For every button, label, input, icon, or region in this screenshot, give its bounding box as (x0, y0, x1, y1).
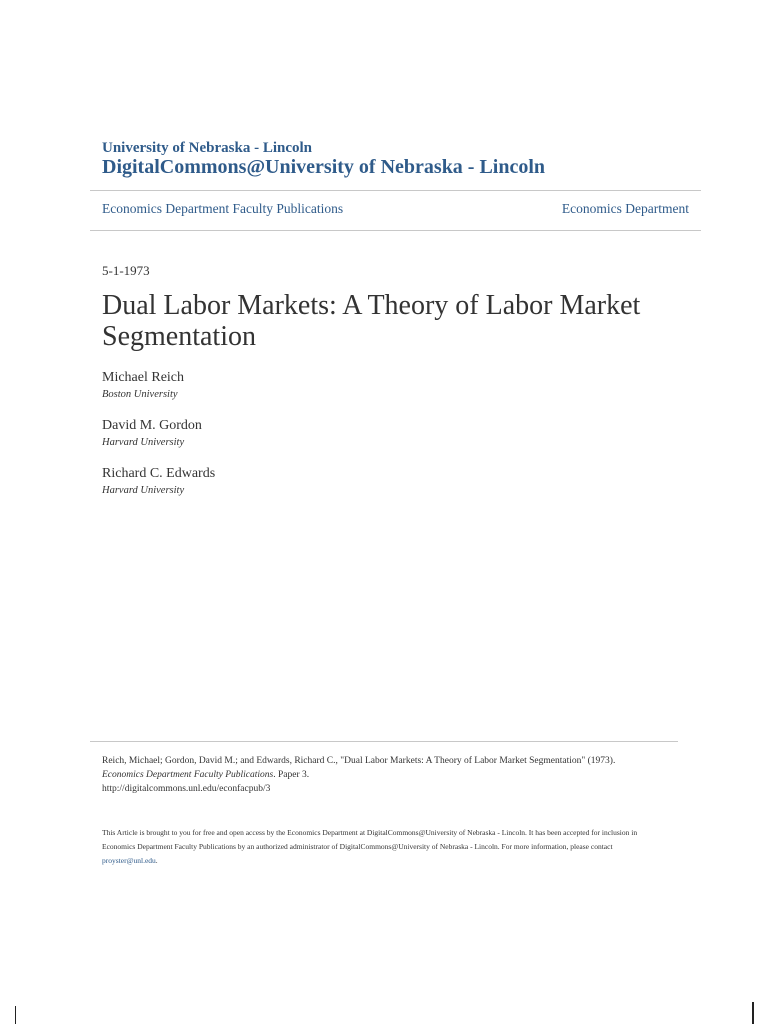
citation-series-line (102, 768, 692, 782)
citation-paper: . Paper 3. (273, 770, 310, 780)
citation-url[interactable]: http://digitalcommons.unl.edu/econfacpub/3 (102, 784, 271, 794)
citation-series: Economics Department Faculty Publications (102, 770, 274, 780)
crop-mark-right (752, 1002, 754, 1024)
contact-email-link[interactable]: proyster@unl.edu (102, 856, 156, 865)
citation-divider (90, 741, 678, 742)
author-name[interactable]: Michael Reich (102, 370, 185, 385)
author-name[interactable]: David M. Gordon (102, 418, 202, 433)
header-divider-bottom (90, 230, 701, 231)
department-link[interactable]: Economics Department (561, 201, 689, 216)
header-divider-top (90, 190, 701, 191)
author-name[interactable]: Richard C. Edwards (102, 466, 216, 481)
access-notice (102, 826, 662, 868)
citation-text: Reich, Michael; Gordon, David M.; and Edwards, Richard C., "Dual Labor Markets: A Theory of Labor Market Segmentation" (1973). (102, 756, 616, 766)
institution-name[interactable]: University of Nebraska - Lincoln (102, 140, 312, 156)
crop-mark-left (15, 1006, 16, 1024)
publication-date: 5-1-1973 (102, 263, 150, 278)
notice-end: . (155, 856, 158, 865)
repository-name[interactable]: DigitalCommons@University of Nebraska - Lincoln (102, 156, 546, 178)
author-affiliation: Harvard University (102, 437, 185, 448)
series-link[interactable]: Economics Department Faculty Publications (102, 201, 344, 216)
notice-text: This Article is brought to you for free and open access by the Economics Department at DigitalCommons@University of Nebraska - Lincoln. It has been accepted for inclusion in Economics Department Faculty Publications by an authorized administrator of DigitalCommons@University of Nebraska - Lincoln. For more information, please contact (102, 828, 638, 851)
author-affiliation: Boston University (102, 389, 178, 400)
article-title: Dual Labor Markets: A Theory of Labor Market Segmentation (102, 290, 641, 352)
citation-block (102, 754, 692, 796)
author-affiliation: Harvard University (102, 485, 185, 496)
